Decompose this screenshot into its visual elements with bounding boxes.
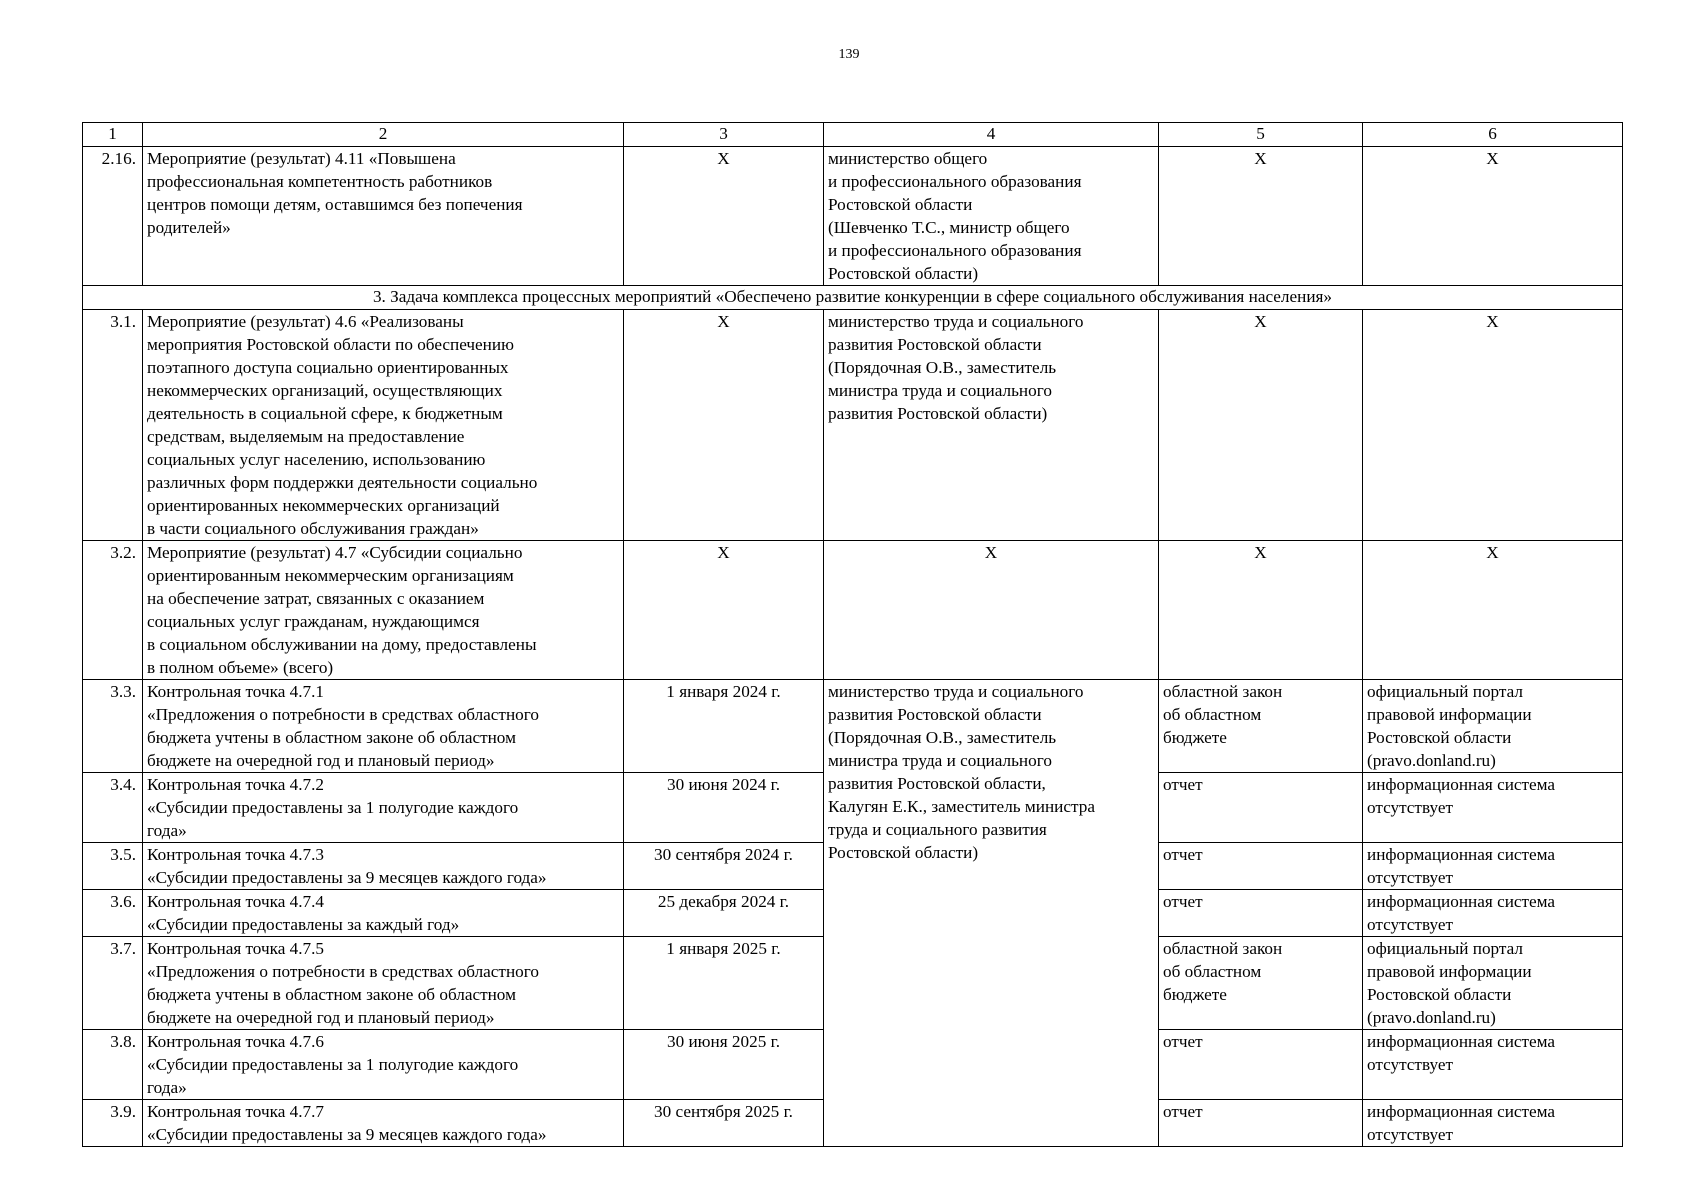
section-title: 3. Задача комплекса процессных мероприятий «Обеспечено развитие конкуренции в сфере социального обслуживания населения» [83,286,1623,310]
row-date: 1 января 2025 г. [624,937,824,1030]
row-name: Контрольная точка 4.7.6 «Субсидии предоставлены за 1 полугодие каждого года» [143,1030,624,1100]
header-col-4: 4 [824,123,1159,147]
row-info-system: информационная система отсутствует [1363,843,1623,890]
row-date: 30 июня 2025 г. [624,1030,824,1100]
row-responsible: министерство общего и профессионального образования Ростовской области (Шевченко Т.С., министр общего и профессионального образования Ростовской области) [824,147,1159,286]
row-name: Контрольная точка 4.7.1 «Предложения о потребности в средствах областного бюджета учтены в областном законе об областном бюджете на очередной год и плановый период» [143,680,624,773]
row-date: Х [624,147,824,286]
row-name: Мероприятие (результат) 4.6 «Реализованы мероприятия Ростовской области по обеспечению поэтапного доступа социально ориентированных некоммерческих организаций, осуществляющих деятельность в социальной сфере, к бюджетным средствам, выделяемым на предоставление социальных услуг населению, использованию различных форм поддержки деятельности социально ориентированных некоммерческих организаций в части социального обслуживания граждан» [143,310,624,541]
page-number: 139 [838,47,860,62]
row-date: 30 июня 2024 г. [624,773,824,843]
row-responsible-merged: министерство труда и социального развития Ростовской области (Порядочная О.В., заместитель министра труда и социального развития Ростовской области, Калугян Е.К., заместитель министра труда и социального развития Ростовской области) [824,680,1159,1147]
row-document: отчет [1159,1030,1363,1100]
header-col-2: 2 [143,123,624,147]
row-document: отчет [1159,843,1363,890]
row-document: областной закон об областном бюджете [1159,680,1363,773]
header-col-6: 6 [1363,123,1623,147]
table-row [83,147,1623,286]
row-number: 3.8. [83,1030,143,1100]
table-row [83,310,1623,541]
row-info-system: Х [1363,147,1623,286]
row-number: 3.1. [83,310,143,541]
row-info-system: Х [1363,310,1623,541]
row-responsible: Х [824,541,1159,680]
row-name: Контрольная точка 4.7.7 «Субсидии предоставлены за 9 месяцев каждого года» [143,1100,624,1147]
row-document: Х [1159,310,1363,541]
row-info-system: информационная система отсутствует [1363,1100,1623,1147]
row-date: Х [624,541,824,680]
row-number: 3.7. [83,937,143,1030]
row-name: Контрольная точка 4.7.3 «Субсидии предоставлены за 9 месяцев каждого года» [143,843,624,890]
row-date: Х [624,310,824,541]
row-info-system: информационная система отсутствует [1363,1030,1623,1100]
row-number: 3.6. [83,890,143,937]
row-info-system: информационная система отсутствует [1363,890,1623,937]
header-col-3: 3 [624,123,824,147]
row-document: Х [1159,541,1363,680]
header-col-5: 5 [1159,123,1363,147]
row-date: 1 января 2024 г. [624,680,824,773]
row-info-system: официальный портал правовой информации Ростовской области (pravo.donland.ru) [1363,680,1623,773]
table-row [83,680,1623,773]
row-document: отчет [1159,1100,1363,1147]
row-date: 25 декабря 2024 г. [624,890,824,937]
row-info-system: Х [1363,541,1623,680]
header-row [83,123,1623,147]
row-date: 30 сентября 2025 г. [624,1100,824,1147]
table-row [83,541,1623,680]
row-name: Мероприятие (результат) 4.7 «Субсидии социально ориентированным некоммерческим организациям на обеспечение затрат, связанных с оказанием социальных услуг гражданам, нуждающимся в социальном обслуживании на дому, предоставлены в полном объеме» (всего) [143,541,624,680]
row-name: Контрольная точка 4.7.4 «Субсидии предоставлены за каждый год» [143,890,624,937]
row-date: 30 сентября 2024 г. [624,843,824,890]
row-name: Контрольная точка 4.7.2 «Субсидии предоставлены за 1 полугодие каждого года» [143,773,624,843]
row-info-system: официальный портал правовой информации Ростовской области (pravo.donland.ru) [1363,937,1623,1030]
section-row [83,286,1623,310]
row-number: 3.9. [83,1100,143,1147]
row-document: отчет [1159,773,1363,843]
row-responsible: министерство труда и социального развития Ростовской области (Порядочная О.В., заместитель министра труда и социального развития Ростовской области) [824,310,1159,541]
row-info-system: информационная система отсутствует [1363,773,1623,843]
row-name: Мероприятие (результат) 4.11 «Повышена профессиональная компетентность работников центров помощи детям, оставшимся без попечения родителей» [143,147,624,286]
plan-table [82,122,1623,1147]
row-number: 3.2. [83,541,143,680]
row-number: 3.4. [83,773,143,843]
row-document: областной закон об областном бюджете [1159,937,1363,1030]
row-number: 3.3. [83,680,143,773]
row-number: 2.16. [83,147,143,286]
header-col-1: 1 [83,123,143,147]
row-document: Х [1159,147,1363,286]
row-name: Контрольная точка 4.7.5 «Предложения о потребности в средствах областного бюджета учтены в областном законе об областном бюджете на очередной год и плановый период» [143,937,624,1030]
row-document: отчет [1159,890,1363,937]
row-number: 3.5. [83,843,143,890]
